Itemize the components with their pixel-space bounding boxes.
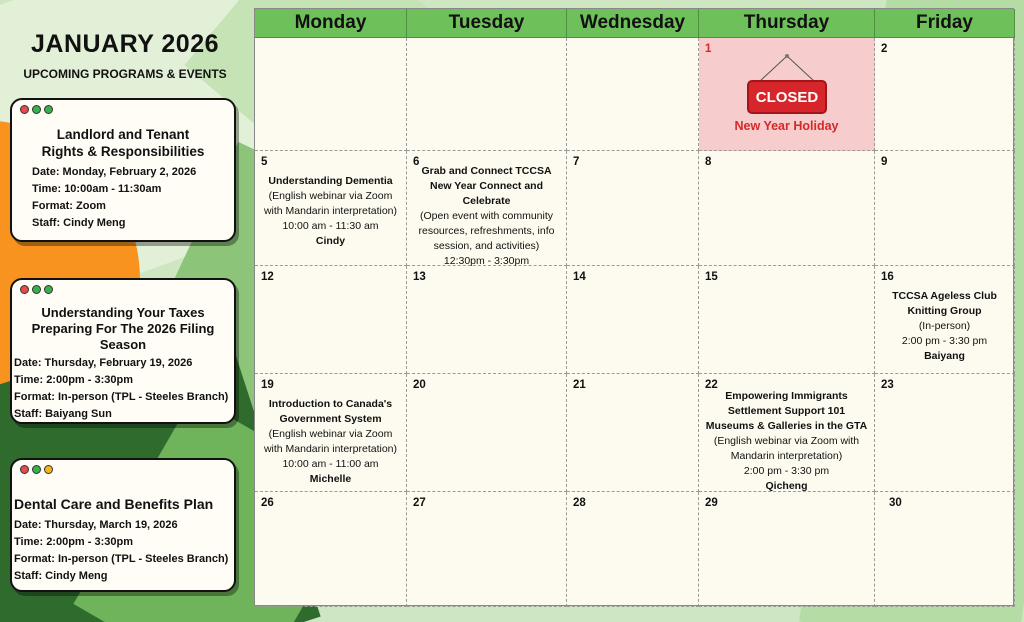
card-format: Format: In-person (TPL - Steeles Branch) — [14, 553, 229, 565]
green-dot-icon — [44, 285, 53, 294]
calendar-grid — [254, 8, 1014, 606]
calendar-cell-21 — [567, 374, 699, 492]
day-number: 21 — [573, 379, 586, 391]
event-entry — [704, 389, 869, 494]
day-number: 1 — [705, 43, 712, 55]
red-dot-icon — [20, 465, 29, 474]
page-heading — [0, 30, 250, 81]
calendar-cell-13 — [407, 266, 567, 374]
event-entry — [412, 164, 561, 269]
day-header-thursday: Thursday — [699, 9, 875, 38]
closed-sign-board: CLOSED — [747, 80, 827, 114]
window-controls — [12, 100, 234, 122]
day-number: 28 — [573, 497, 586, 509]
calendar-cell-20 — [407, 374, 567, 492]
page-subtitle: UPCOMING PROGRAMS & EVENTS — [23, 67, 227, 81]
event-staff: Michelle — [309, 473, 352, 485]
program-card-landlord — [10, 98, 236, 242]
day-number: 5 — [261, 156, 268, 168]
calendar-cell-2 — [875, 38, 1015, 151]
event-description: (Open event with community resources, refreshments, info session, and activities) — [418, 210, 555, 252]
calendar-cell-29 — [699, 492, 875, 607]
card-staff: Staff: Cindy Meng — [32, 217, 126, 229]
day-number: 19 — [261, 379, 274, 391]
calendar-cell-1 — [699, 38, 875, 151]
day-number: 12 — [261, 271, 274, 283]
card-format: Format: In-person (TPL - Steeles Branch) — [14, 391, 229, 403]
calendar-cell-8 — [699, 151, 875, 266]
event-time: 2:00 pm - 3:30 pm — [743, 465, 830, 477]
day-header-tuesday: Tuesday — [407, 9, 567, 38]
calendar-cell-empty — [567, 38, 699, 151]
card-staff: Staff: Baiyang Sun — [14, 408, 112, 420]
calendar-cell-27 — [407, 492, 567, 607]
card-time: Time: 2:00pm - 3:30pm — [14, 374, 134, 386]
card-time: Time: 10:00am - 11:30am — [32, 183, 162, 195]
day-number: 26 — [261, 497, 274, 509]
page-title: JANUARY 2026 — [30, 30, 220, 58]
card-title: Landlord and Tenant Rights & Responsibilities — [41, 127, 205, 159]
calendar-cell-9 — [875, 151, 1015, 266]
card-title: Understanding Your Taxes Preparing For The 2026 Filing Season — [31, 305, 215, 352]
calendar-cell-12 — [255, 266, 407, 374]
event-description: (In-person) — [918, 320, 971, 332]
card-staff: Staff: Cindy Meng — [14, 570, 108, 582]
day-number: 16 — [881, 271, 894, 283]
day-number: 7 — [573, 156, 580, 168]
day-number: 27 — [413, 497, 426, 509]
calendar-cell-22 — [699, 374, 875, 492]
green-dot-icon — [32, 105, 41, 114]
card-format: Format: Zoom — [32, 200, 106, 212]
day-number: 6 — [413, 156, 420, 168]
event-title: Empowering Immigrants Settlement Support 101 Museums & Galleries in the GTA — [705, 390, 868, 432]
event-staff: Baiyang — [924, 350, 965, 362]
calendar-cell-5 — [255, 151, 407, 266]
calendar-cell-16 — [875, 266, 1015, 374]
day-number: 14 — [573, 271, 586, 283]
day-number: 9 — [881, 156, 888, 168]
calendar-cell-6 — [407, 151, 567, 266]
program-card-dental — [10, 458, 236, 592]
calendar-cell-19 — [255, 374, 407, 492]
day-header-monday: Monday — [255, 9, 407, 38]
event-time: 10:00 am - 11:30 am — [282, 220, 379, 232]
sign-hanger-icon — [747, 52, 827, 82]
calendar-cell-empty — [255, 38, 407, 151]
calendar-cell-28 — [567, 492, 699, 607]
window-controls — [12, 460, 234, 482]
event-title: Understanding Dementia — [268, 175, 393, 187]
window-controls — [12, 280, 234, 302]
day-number: 22 — [705, 379, 718, 391]
day-number: 23 — [881, 379, 894, 391]
calendar-cell-15 — [699, 266, 875, 374]
calendar-cell-empty — [407, 38, 567, 151]
calendar-cell-23 — [875, 374, 1015, 492]
event-staff: Cindy — [315, 235, 346, 247]
day-header-friday: Friday — [875, 9, 1015, 38]
program-card-taxes — [10, 278, 236, 424]
calendar-cell-7 — [567, 151, 699, 266]
day-header-wednesday: Wednesday — [567, 9, 699, 38]
card-date: Date: Thursday, March 19, 2026 — [14, 519, 178, 531]
day-number: 20 — [413, 379, 426, 391]
card-time: Time: 2:00pm - 3:30pm — [14, 536, 134, 548]
event-time: 2:00 pm - 3:30 pm — [901, 335, 988, 347]
holiday-label: New Year Holiday — [734, 119, 839, 133]
day-number: 29 — [705, 497, 718, 509]
card-date: Date: Thursday, February 19, 2026 — [14, 357, 193, 369]
closed-sign — [747, 52, 827, 116]
calendar-cell-26 — [255, 492, 407, 607]
event-title: TCCSA Ageless Club Knitting Group — [892, 290, 997, 317]
red-dot-icon — [20, 105, 29, 114]
green-dot-icon — [44, 105, 53, 114]
event-time: 12:30pm - 3:30pm — [443, 255, 530, 267]
green-dot-icon — [32, 465, 41, 474]
calendar-cell-30 — [875, 492, 1015, 607]
card-date: Date: Monday, February 2, 2026 — [32, 166, 197, 178]
red-dot-icon — [20, 285, 29, 294]
event-entry — [260, 397, 401, 487]
day-number: 30 — [889, 497, 902, 509]
card-title: Dental Care and Benefits Plan — [14, 496, 214, 512]
event-entry — [260, 174, 401, 249]
event-title: Grab and Connect TCCSA New Year Connect and Celebrate — [421, 165, 552, 207]
event-title: Introduction to Canada's Government System — [268, 398, 393, 425]
event-staff: Qicheng — [765, 480, 808, 492]
event-entry — [880, 289, 1009, 364]
calendar-cell-14 — [567, 266, 699, 374]
day-number: 2 — [881, 43, 888, 55]
event-description: (English webinar via Zoom with Mandarin interpretation) — [263, 190, 398, 217]
green-dot-icon — [32, 285, 41, 294]
event-time: 10:00 am - 11:00 am — [282, 458, 379, 470]
day-number: 8 — [705, 156, 712, 168]
event-description: (English webinar via Zoom with Mandarin interpretation) — [263, 428, 398, 455]
day-number: 13 — [413, 271, 426, 283]
event-description: (English webinar via Zoom with Mandarin interpretation) — [713, 435, 860, 462]
yellow-dot-icon — [44, 465, 53, 474]
day-number: 15 — [705, 271, 718, 283]
